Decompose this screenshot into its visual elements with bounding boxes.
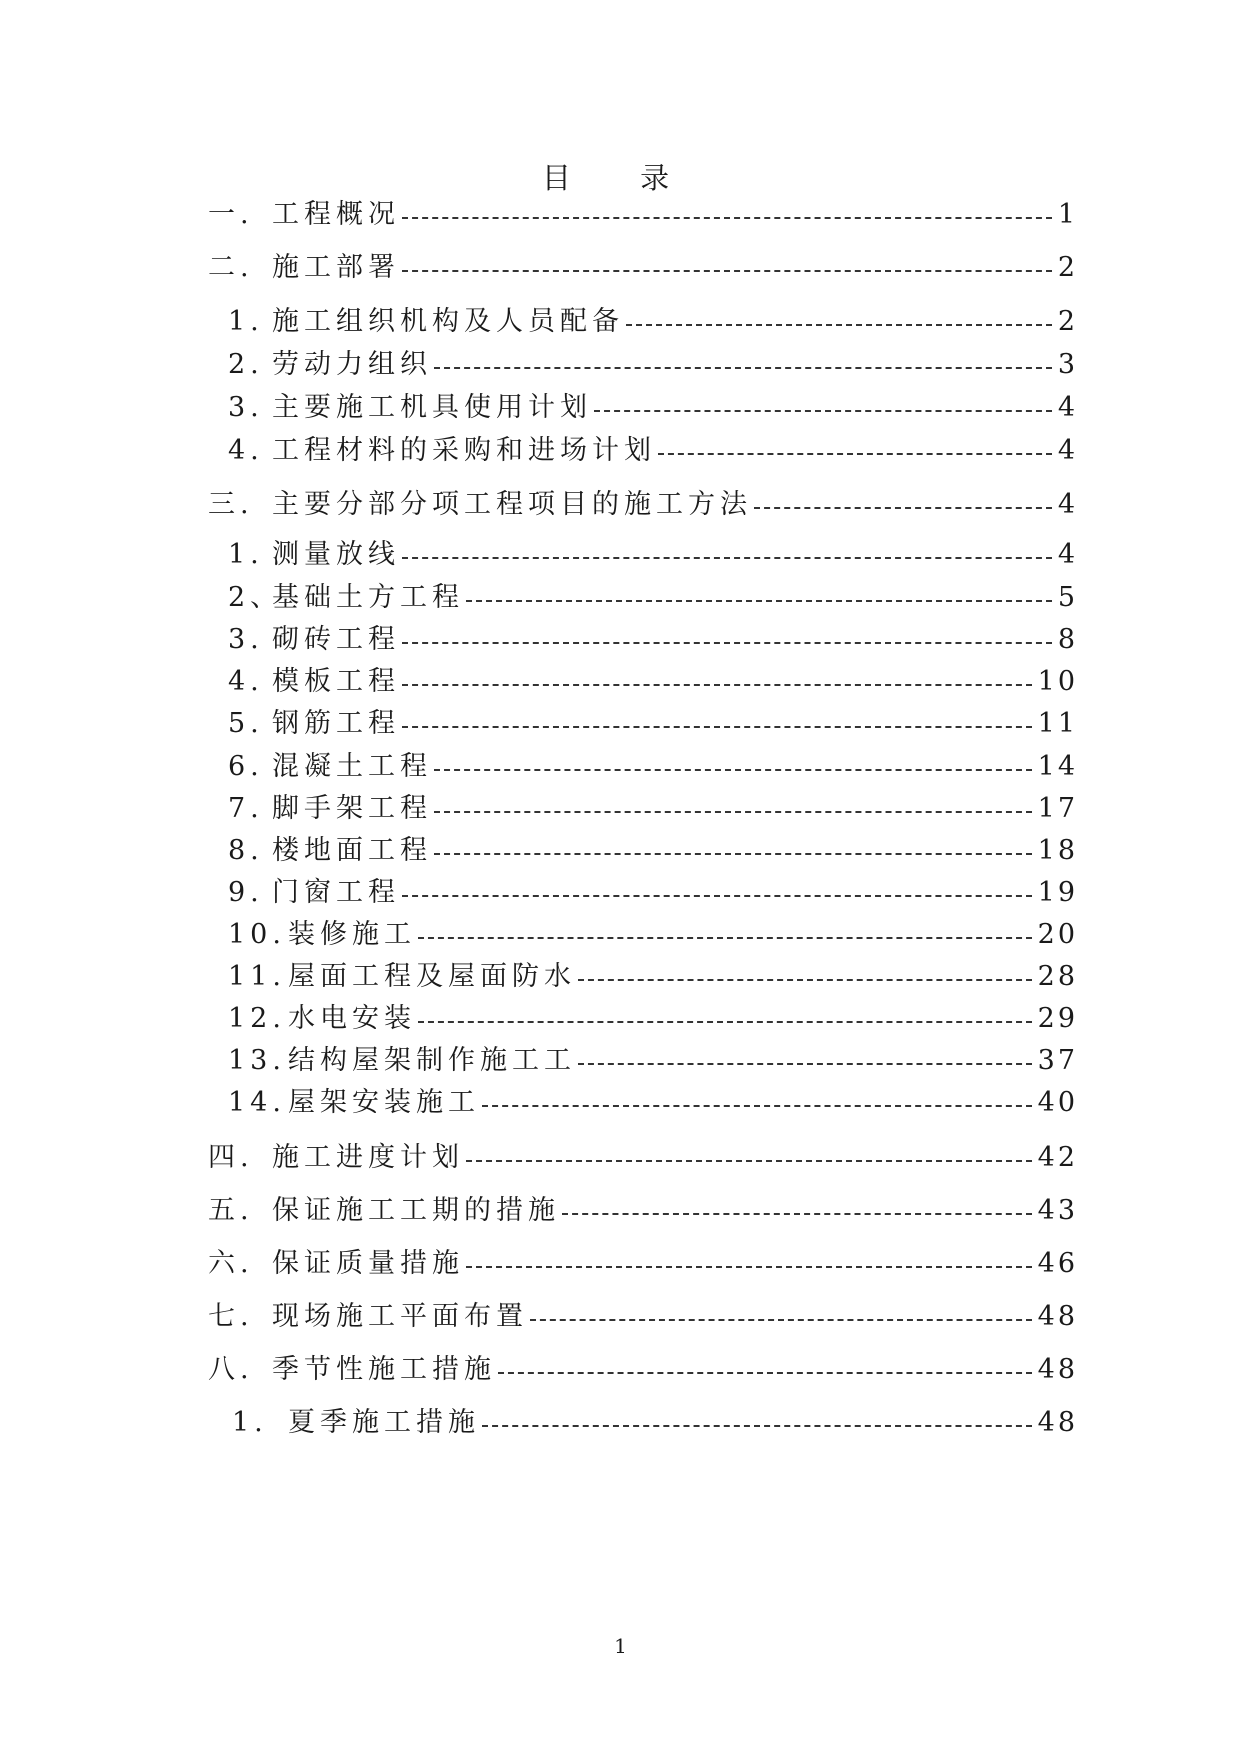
entry-title: 结构屋架制作施工工	[288, 1045, 576, 1076]
toc-entry[interactable]	[228, 537, 1078, 573]
entry-title: 工程概况	[272, 199, 400, 230]
entry-title: 水电安装	[288, 1003, 416, 1034]
dot-leader	[402, 642, 1052, 644]
entry-title: 钢筋工程	[272, 708, 400, 739]
dot-leader	[434, 367, 1052, 369]
entry-title: 楼地面工程	[272, 835, 432, 866]
entry-title: 主要施工机具使用计划	[272, 392, 592, 423]
entry-title: 施工进度计划	[272, 1142, 464, 1173]
toc-entry[interactable]	[228, 791, 1078, 827]
entry-number: 3.	[228, 392, 264, 423]
toc-entry[interactable]	[228, 433, 1078, 469]
dot-leader	[434, 853, 1032, 855]
toc-entry[interactable]	[208, 1299, 1078, 1335]
entry-page-number: 37	[1037, 1045, 1078, 1076]
entry-page-number: 48	[1037, 1407, 1078, 1438]
entry-number: 14.	[228, 1087, 286, 1118]
dot-leader	[402, 684, 1032, 686]
toc-entry[interactable]	[208, 487, 1078, 523]
dot-leader	[482, 1105, 1032, 1107]
entry-page-number: 40	[1037, 1087, 1078, 1118]
toc-entry[interactable]	[208, 1352, 1078, 1388]
dot-leader	[466, 1160, 1032, 1162]
entry-page-number: 19	[1037, 877, 1078, 908]
entry-page-number: 48	[1037, 1354, 1078, 1385]
toc-entry[interactable]	[208, 1193, 1078, 1229]
entry-number: 2.	[228, 349, 264, 380]
entry-title: 混凝土工程	[272, 751, 432, 782]
toc-entry[interactable]	[208, 250, 1078, 286]
dot-leader	[434, 811, 1032, 813]
toc-entry[interactable]	[228, 749, 1078, 785]
entry-title: 测量放线	[272, 539, 400, 570]
entry-title: 装修施工	[288, 919, 416, 950]
dot-leader	[402, 726, 1032, 728]
toc-entry[interactable]	[228, 1085, 1078, 1121]
dot-leader	[578, 1063, 1032, 1065]
dot-leader	[402, 217, 1052, 219]
dot-leader	[418, 1021, 1032, 1023]
toc-entry[interactable]	[228, 833, 1078, 869]
toc-entry[interactable]	[228, 1043, 1078, 1079]
entry-title: 施工部署	[272, 252, 400, 283]
entry-number: 二.	[208, 252, 254, 283]
entry-title: 现场施工平面布置	[272, 1301, 528, 1332]
toc-entry[interactable]	[208, 1140, 1078, 1176]
entry-number: 2、	[228, 582, 283, 613]
dot-leader	[754, 507, 1052, 509]
dot-leader	[402, 270, 1052, 272]
entry-page-number: 48	[1037, 1301, 1078, 1332]
toc-entry[interactable]	[228, 622, 1078, 658]
entry-number: 6.	[228, 751, 264, 782]
entry-title: 主要分部分项工程项目的施工方法	[272, 489, 752, 520]
entry-page-number: 29	[1037, 1003, 1078, 1034]
entry-number: 1.	[228, 306, 264, 337]
entry-page-number: 3	[1057, 349, 1078, 380]
entry-page-number: 28	[1037, 961, 1078, 992]
page-title: 目 录	[541, 161, 700, 195]
entry-number: 4.	[228, 666, 264, 697]
entry-title: 季节性施工措施	[272, 1354, 496, 1385]
dot-leader	[562, 1213, 1032, 1215]
entry-title: 夏季施工措施	[288, 1407, 480, 1438]
dot-leader	[626, 324, 1052, 326]
entry-title: 基础土方工程	[272, 582, 464, 613]
entry-page-number: 4	[1057, 392, 1078, 423]
entry-title: 砌砖工程	[272, 624, 400, 655]
entry-number: 1.	[232, 1407, 268, 1438]
entry-number: 3.	[228, 624, 264, 655]
entry-number: 11.	[228, 961, 286, 992]
entry-title: 劳动力组织	[272, 349, 432, 380]
entry-number: 4.	[228, 435, 264, 466]
entry-page-number: 4	[1057, 435, 1078, 466]
entry-title: 门窗工程	[272, 877, 400, 908]
entry-page-number: 8	[1057, 624, 1078, 655]
entry-page-number: 20	[1037, 919, 1078, 950]
entry-title: 脚手架工程	[272, 793, 432, 824]
dot-leader	[402, 895, 1032, 897]
dot-leader	[658, 453, 1052, 455]
entry-number: 10.	[228, 919, 286, 950]
toc-entry[interactable]	[208, 197, 1078, 233]
toc-entry[interactable]	[208, 1246, 1078, 1282]
entry-page-number: 46	[1037, 1248, 1078, 1279]
entry-page-number: 10	[1037, 666, 1078, 697]
entry-number: 六.	[208, 1248, 254, 1279]
toc-entry[interactable]	[228, 706, 1078, 742]
entry-number: 8.	[228, 835, 264, 866]
entry-page-number: 17	[1037, 793, 1078, 824]
dot-leader	[418, 937, 1032, 939]
dot-leader	[434, 769, 1032, 771]
entry-title: 屋面工程及屋面防水	[288, 961, 576, 992]
toc-entry[interactable]	[228, 664, 1078, 700]
entry-title: 工程材料的采购和进场计划	[272, 435, 656, 466]
entry-number: 三.	[208, 489, 254, 520]
entry-number: 四.	[208, 1142, 254, 1173]
toc-entry[interactable]	[228, 1001, 1078, 1037]
toc-entry[interactable]	[228, 917, 1078, 953]
dot-leader	[498, 1372, 1032, 1374]
entry-page-number: 1	[1057, 199, 1078, 230]
entry-page-number: 18	[1037, 835, 1078, 866]
entry-page-number: 11	[1037, 708, 1078, 739]
entry-title: 保证施工工期的措施	[272, 1195, 560, 1226]
dot-leader	[466, 600, 1052, 602]
toc-entry[interactable]	[228, 304, 1078, 340]
entry-page-number: 2	[1057, 306, 1078, 337]
toc-entry[interactable]	[228, 390, 1078, 426]
entry-page-number: 43	[1037, 1195, 1078, 1226]
dot-leader	[482, 1425, 1032, 1427]
entry-page-number: 4	[1057, 489, 1078, 520]
entry-page-number: 2	[1057, 252, 1078, 283]
entry-number: 7.	[228, 793, 264, 824]
entry-page-number: 4	[1057, 539, 1078, 570]
entry-number: 七.	[208, 1301, 254, 1332]
dot-leader	[578, 979, 1032, 981]
page-number: 1	[614, 1634, 627, 1658]
entry-number: 13.	[228, 1045, 286, 1076]
entry-page-number: 5	[1057, 582, 1078, 613]
entry-title: 模板工程	[272, 666, 400, 697]
toc-entry[interactable]	[228, 959, 1078, 995]
entry-page-number: 14	[1037, 751, 1078, 782]
entry-number: 1.	[228, 539, 264, 570]
toc-entry[interactable]	[228, 580, 1078, 616]
toc-entry[interactable]	[232, 1405, 1078, 1441]
entry-title: 屋架安装施工	[288, 1087, 480, 1118]
entry-number: 一.	[208, 199, 254, 230]
dot-leader	[402, 557, 1052, 559]
entry-number: 五.	[208, 1195, 254, 1226]
entry-title: 施工组织机构及人员配备	[272, 306, 624, 337]
dot-leader	[530, 1319, 1032, 1321]
entry-number: 9.	[228, 877, 264, 908]
entry-page-number: 42	[1037, 1142, 1078, 1173]
entry-number: 12.	[228, 1003, 286, 1034]
toc-entry[interactable]	[228, 347, 1078, 383]
entry-title: 保证质量措施	[272, 1248, 464, 1279]
toc-entry[interactable]	[228, 875, 1078, 911]
dot-leader	[594, 410, 1052, 412]
dot-leader	[466, 1266, 1032, 1268]
entry-number: 5.	[228, 708, 264, 739]
entry-number: 八.	[208, 1354, 254, 1385]
